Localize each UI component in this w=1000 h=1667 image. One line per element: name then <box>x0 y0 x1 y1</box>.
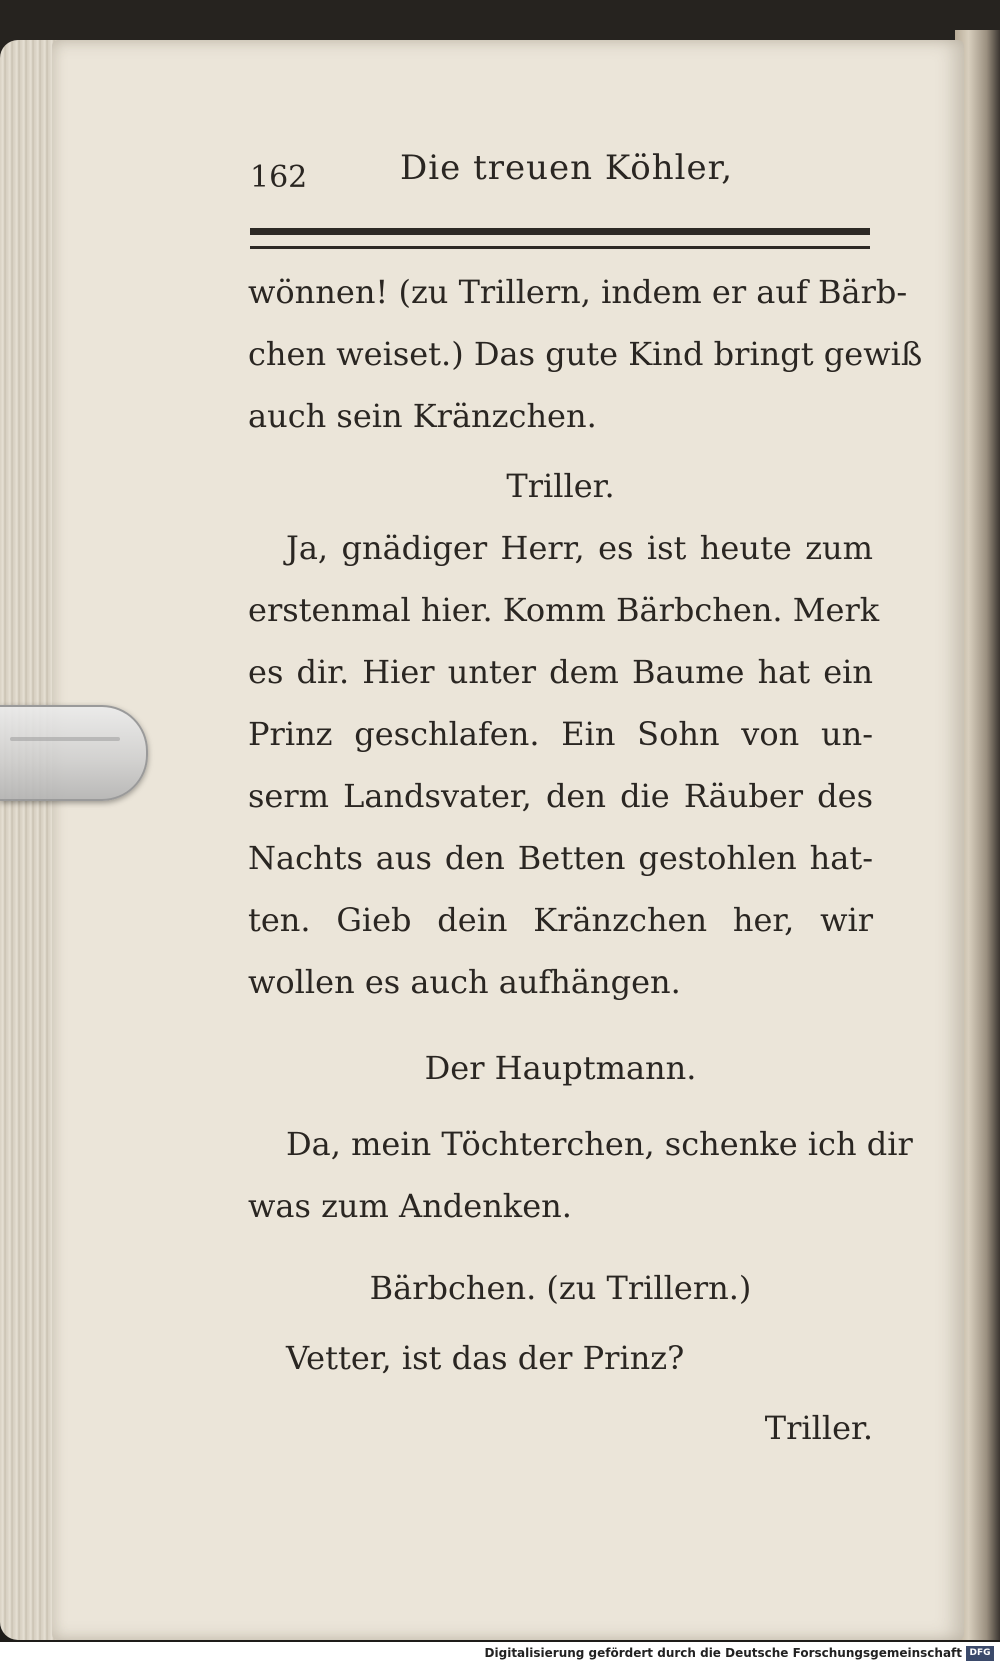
running-title: Die treuen Köhler, <box>400 148 733 188</box>
text-line: Da, mein Töchterchen, schenke ich dir <box>286 1125 913 1163</box>
page-number: 162 <box>250 160 308 195</box>
text-line: es dir. Hier unter dem Baume hat ein <box>248 653 873 691</box>
dfg-logo: DFG <box>966 1646 994 1661</box>
text-line: erstenmal hier. Komm Bärbchen. Merk <box>248 591 880 629</box>
text-line: wönnen! (zu Trillern, indem er auf Bärb- <box>248 273 908 311</box>
speaker-name: Der Hauptmann. <box>424 1049 697 1087</box>
text-line: serm Landsvater, den die Räuber des <box>248 777 873 815</box>
text-line: wollen es auch aufhängen. <box>248 963 681 1001</box>
page-clamp <box>0 705 148 801</box>
speaker-name: Bärbchen. (zu Trillern.) <box>369 1269 752 1307</box>
text-line: Nachts aus den Betten gestohlen hat- <box>248 839 873 877</box>
text-line: ten. Gieb dein Kränzchen her, wir <box>248 901 873 939</box>
text-line: chen weiset.) Das gute Kind bringt gewiß <box>248 335 923 373</box>
text-line: auch sein Kränzchen. <box>248 397 597 435</box>
text-line: was zum Andenken. <box>248 1187 572 1225</box>
clamp-highlight <box>10 737 120 741</box>
header-rule-thin <box>250 246 870 249</box>
catchword: Triller. <box>764 1409 873 1447</box>
speaker-name: Triller. <box>506 467 615 505</box>
digitization-credit: Digitalisierung gefördert durch die Deutsche Forschungsgemeinschaft <box>484 1646 962 1660</box>
text-line: Ja, gnädiger Herr, es ist heute zum <box>286 529 873 567</box>
page-header <box>250 148 850 198</box>
text-line: Prinz geschlafen. Ein Sohn von un- <box>248 715 873 753</box>
page-edges-left <box>0 40 60 1640</box>
header-rule-thick <box>250 228 870 235</box>
text-line: Vetter, ist das der Prinz? <box>286 1339 685 1377</box>
